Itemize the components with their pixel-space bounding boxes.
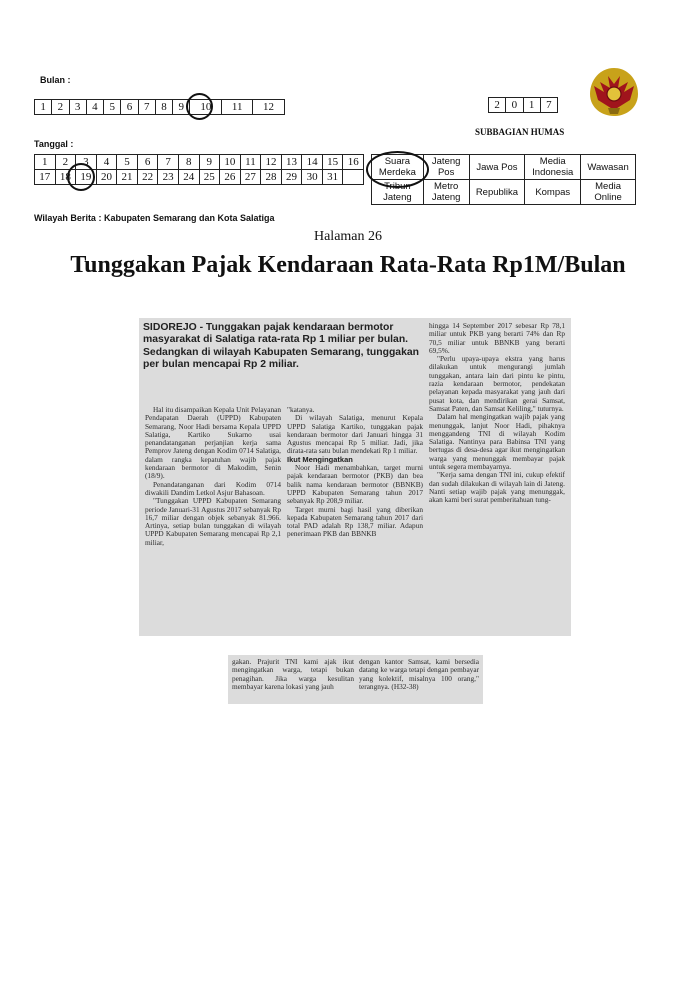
paragraph: "katanya. (287, 405, 315, 414)
month-cell: 8 (155, 100, 172, 115)
paragraph: Target murni bagi hasil yang diberikan kepada Kabupaten Semarang tahun 2017 dari total PAD adalah Rp 138,7 miliar. Adapun penerimaan PKB dan BBNKB (287, 504, 423, 539)
date-cell: 13 (281, 155, 302, 170)
dateline: SIDOREJO - (143, 322, 204, 333)
month-cell: 7 (138, 100, 155, 115)
month-cell: 9 (173, 100, 190, 115)
paragraph: "Tunggakan UPPD Kabupaten Semarang periode Januari-31 Agustus 2017 sebanyak Rp 16,7 miliar dengan objek sebanyak 81.966. Artinya, setiap bulan tunggakan di wilayah UPPD Kabupaten Semarang mencapai Rp 2,1 miliar, (145, 496, 281, 547)
selected-month-circle (186, 93, 213, 120)
date-cell: 12 (261, 155, 282, 170)
paragraph: Hal itu disampaikan Kepala Unit Pelayanan Pendapatan Daerah (UPPD) Kabupaten Semarang, Noor Hadi bersama Kepala UPPD Salatiga, Kartiko Sukarno usai penandatanganan perjanjian kerja sama Pemprov Jateng dengan Kodim 0714 Salatiga, dalam rangka kepatuhan wajib pajak kendaraan bermotor di Makodim, Senin (18/9). (145, 405, 281, 481)
date-cell: 23 (158, 170, 179, 185)
date-cell: 22 (137, 170, 158, 185)
media-cell: Jateng Pos (423, 155, 469, 180)
media-cell: Tribun Jateng (372, 180, 424, 205)
paragraph: "Kerja sama dengan TNI ini, cukup efektif dan sudah dilakukan di wilayah lain di Jateng. Nanti setiap wajib pajak yang menunggak, akan kami beri surat pemberitahuan tung- (429, 470, 565, 505)
month-cell: 12 (253, 100, 285, 115)
article-clipping (139, 318, 571, 636)
date-cell: 20 (96, 170, 117, 185)
date-cell (343, 170, 364, 185)
date-cell: 8 (178, 155, 199, 170)
media-cell: Metro Jateng (423, 180, 469, 205)
headline: Tunggakan Pajak Kendaraan Rata-Rata Rp1M/Bulan (70, 252, 626, 278)
date-cell: 15 (322, 155, 343, 170)
continuation-column-1: gakan. Prajurit TNI kami ajak ikut mengingatkan warga, tetapi bukan penagihan. Jika warga kesulitan membayar karena lokasi yang jauh (232, 657, 354, 691)
garuda-emblem-icon (586, 64, 642, 120)
month-cell: 1 (35, 100, 52, 115)
date-cell: 21 (117, 170, 138, 185)
subheading: Ikut Mengingatkan (287, 454, 353, 464)
subbagian-humas-label: SUBBAGIAN HUMAS (475, 127, 565, 137)
date-cell: 30 (302, 170, 323, 185)
article-column-3 (429, 322, 565, 505)
selected-date-circle (67, 163, 95, 191)
paragraph: Noor Hadi menambahkan, target murni pajak kendaraan bermotor (PKB) dan bea balik nama kendaraan bermotor (BBNKB) UPPD Kabupaten Semarang tahun 2017 sebanyak Rp 208,9 miliar. (287, 463, 423, 506)
date-cell: 7 (158, 155, 179, 170)
date-cell: 19 (76, 170, 97, 185)
month-cell: 3 (69, 100, 86, 115)
paragraph: Dalam hal mengingatkan wajib pajak yang menunggak, lanjut Noor Hadi, pihaknya menggandeng TNI di wilayah Kodim Salatiga. Nantinya para Babinsa TNI yang bertugas di desa-desa agar ikut mengingatkan warga yang menunggak membayar pajak untuk segera membayarnya. (429, 412, 565, 472)
year-digit-cell: 7 (540, 98, 557, 113)
date-cell: 25 (199, 170, 220, 185)
wilayah-berita: Wilayah Berita : Kabupaten Semarang dan Kota Salatiga (34, 213, 275, 223)
date-cell: 6 (137, 155, 158, 170)
date-cell: 27 (240, 170, 261, 185)
month-cell: 10 (190, 100, 222, 115)
year-digit-cell: 0 (506, 98, 523, 113)
year-box (488, 97, 558, 113)
date-cell: 11 (240, 155, 261, 170)
date-cell: 28 (261, 170, 282, 185)
media-cell: Republika (469, 180, 525, 205)
page-number: Halaman 26 (313, 229, 383, 244)
paragraph: hingga 14 September 2017 sebesar Rp 78,1 miliar untuk PKB yang berarti 74% dan Rp 70,5 miliar untuk BBNKB yang berarti 69,5%. (429, 321, 565, 355)
month-cell: 6 (121, 100, 138, 115)
month-cell: 4 (86, 100, 103, 115)
media-cell: Jawa Pos (469, 155, 525, 180)
date-cell: 18 (55, 170, 76, 185)
date-cell: 9 (199, 155, 220, 170)
paragraph: "Perlu upaya-upaya ekstra yang harus dilakukan untuk mengurangi jumlah tunggakan, antara lain dari pintu ke pintu, razia kendaraan bermotor, pendekatan pelayanan kepada masyarakat yang jauh dari pusat kota, dan mendirikan gerai Samsat, Samsat Paten, dan Samsat Keliling," tuturnya. (429, 354, 565, 413)
continuation-column-2: dengan kantor Samsat, kami bersedia datang ke warga tetapi dengan pembayar yang kolektif, misalnya 100 orang," terangnya. (H32-38) (359, 657, 479, 691)
media-cell: Kompas (525, 180, 581, 205)
media-cell: Suara Merdeka (372, 155, 424, 180)
lead-text: Tunggakan pajak kendaraan bermotor masyarakat di Salatiga rata-rata Rp 1 miliar per bulan. Sedangkan di wilayah Kabupaten Semarang, tunggakan per bulan mencapai Rp 2 miliar. (143, 322, 419, 371)
media-cell: Media Online (581, 180, 636, 205)
date-cell: 24 (178, 170, 199, 185)
selected-media-circle (366, 151, 429, 188)
date-cell: 26 (220, 170, 241, 185)
date-cell: 14 (302, 155, 323, 170)
date-cell: 31 (322, 170, 343, 185)
month-cell: 11 (222, 100, 253, 115)
date-cell: 4 (96, 155, 117, 170)
date-cell: 10 (220, 155, 241, 170)
paragraph: Penandatanganan dari Kodim 0714 diwakili Dandim Letkol Asjur Bahasoan. (145, 479, 281, 497)
media-cell: Media Indonesia (525, 155, 581, 180)
month-grid (34, 99, 285, 115)
date-cell: 16 (343, 155, 364, 170)
date-cell: 3 (76, 155, 97, 170)
bulan-label: Bulan : (40, 75, 71, 85)
month-cell: 5 (104, 100, 121, 115)
month-cell: 2 (52, 100, 69, 115)
date-cell: 17 (35, 170, 56, 185)
date-cell: 1 (35, 155, 56, 170)
date-cell: 2 (55, 155, 76, 170)
article-continuation (228, 655, 483, 704)
date-cell: 5 (117, 155, 138, 170)
year-digit-cell: 1 (523, 98, 540, 113)
year-digit-cell: 2 (489, 98, 506, 113)
article-column-1 (145, 406, 281, 547)
article-column-2 (287, 406, 423, 539)
media-cell: Wawasan (581, 155, 636, 180)
date-cell: 29 (281, 170, 302, 185)
tanggal-label: Tanggal : (34, 139, 74, 149)
article-lead (143, 322, 425, 372)
paragraph: Di wilayah Salatiga, menurut Kepala UPPD Salatiga Kartiko, tunggakan pajak kendaraan bermotor dari Januari hingga 31 Agustus mencapai Rp 5 miliar. Jadi, jika dirata-rata satu bulan mendekati Rp 1 miliar. (287, 413, 423, 456)
